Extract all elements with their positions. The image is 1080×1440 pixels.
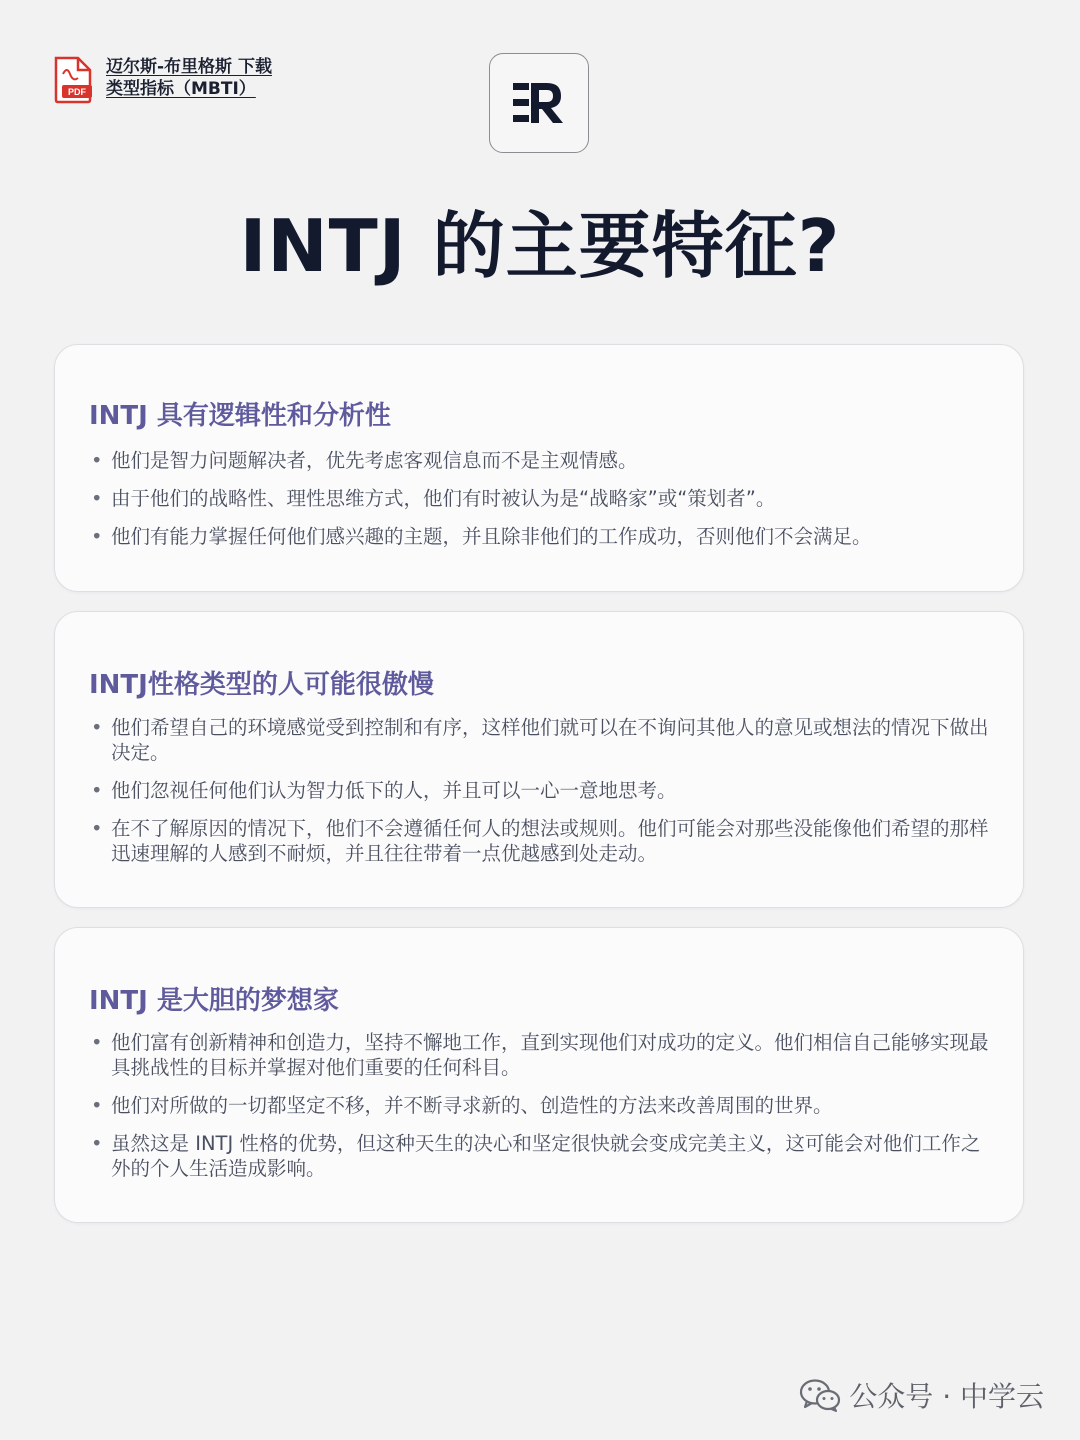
bullet-item: • 他们对所做的一切都坚定不移，并不断寻求新的、创造性的方法来改善周围的世界。 <box>89 1093 997 1118</box>
pdf-link-line-1[interactable]: 迈尔斯-布里格斯 下载 <box>106 57 272 77</box>
pdf-file-icon <box>52 56 94 104</box>
bullet-list <box>89 715 997 879</box>
section-card-arrogant <box>54 611 1024 908</box>
pdf-link-line-2[interactable]: 类型指标（MBTI） <box>106 79 256 99</box>
bullet-item: • 他们是智力问题解决者，优先考虑客观信息而不是主观情感。 <box>89 448 997 473</box>
bullet-item: • 虽然这是 INTJ 性格的优势，但这种天生的决心和坚定很快就会变成完美主义，这可能会对他们工作之外的个人生活造成影响。 <box>89 1131 997 1181</box>
section-title: INTJ 是大胆的梦想家 <box>89 986 339 1016</box>
section-title: INTJ性格类型的人可能很傲慢 <box>89 670 434 700</box>
bullet-item: • 他们有能力掌握任何他们感兴趣的主题，并且除非他们的工作成功，否则他们不会满足。 <box>89 524 997 549</box>
brand-logo <box>489 53 589 153</box>
section-card-logical <box>54 344 1024 592</box>
bullet-list <box>89 448 997 562</box>
bullet-item: • 他们富有创新精神和创造力，坚持不懈地工作，直到实现他们对成功的定义。他们相信自己能够实现最具挑战性的目标并掌握对他们重要的任何科目。 <box>89 1030 997 1080</box>
wechat-watermark <box>799 1375 1044 1415</box>
bullet-item: • 在不了解原因的情况下，他们不会遵循任何人的想法或规则。他们可能会对那些没能像他们希望的那样迅速理解的人感到不耐烦，并且往往带着一点优越感到处走动。 <box>89 816 997 866</box>
pdf-badge-label: PDF <box>68 87 86 97</box>
r-logo-icon <box>509 73 569 133</box>
bullet-item: • 他们忽视任何他们认为智力低下的人，并且可以一心一意地思考。 <box>89 778 997 803</box>
wechat-icon <box>799 1378 841 1412</box>
bullet-item: • 由于他们的战略性、理性思维方式，他们有时被认为是“战略家”或“策划者”。 <box>89 486 997 511</box>
section-title: INTJ 具有逻辑性和分析性 <box>89 401 391 431</box>
watermark-text: 公众号 · 中学云 <box>849 1380 1044 1413</box>
page-title: INTJ 的主要特征? <box>239 204 841 288</box>
bullet-item: • 他们希望自己的环境感觉受到控制和有序，这样他们就可以在不询问其他人的意见或想法的情况下做出决定。 <box>89 715 997 765</box>
bullet-list <box>89 1030 997 1194</box>
section-card-dreamer <box>54 927 1024 1223</box>
pdf-download-link[interactable] <box>52 56 272 104</box>
